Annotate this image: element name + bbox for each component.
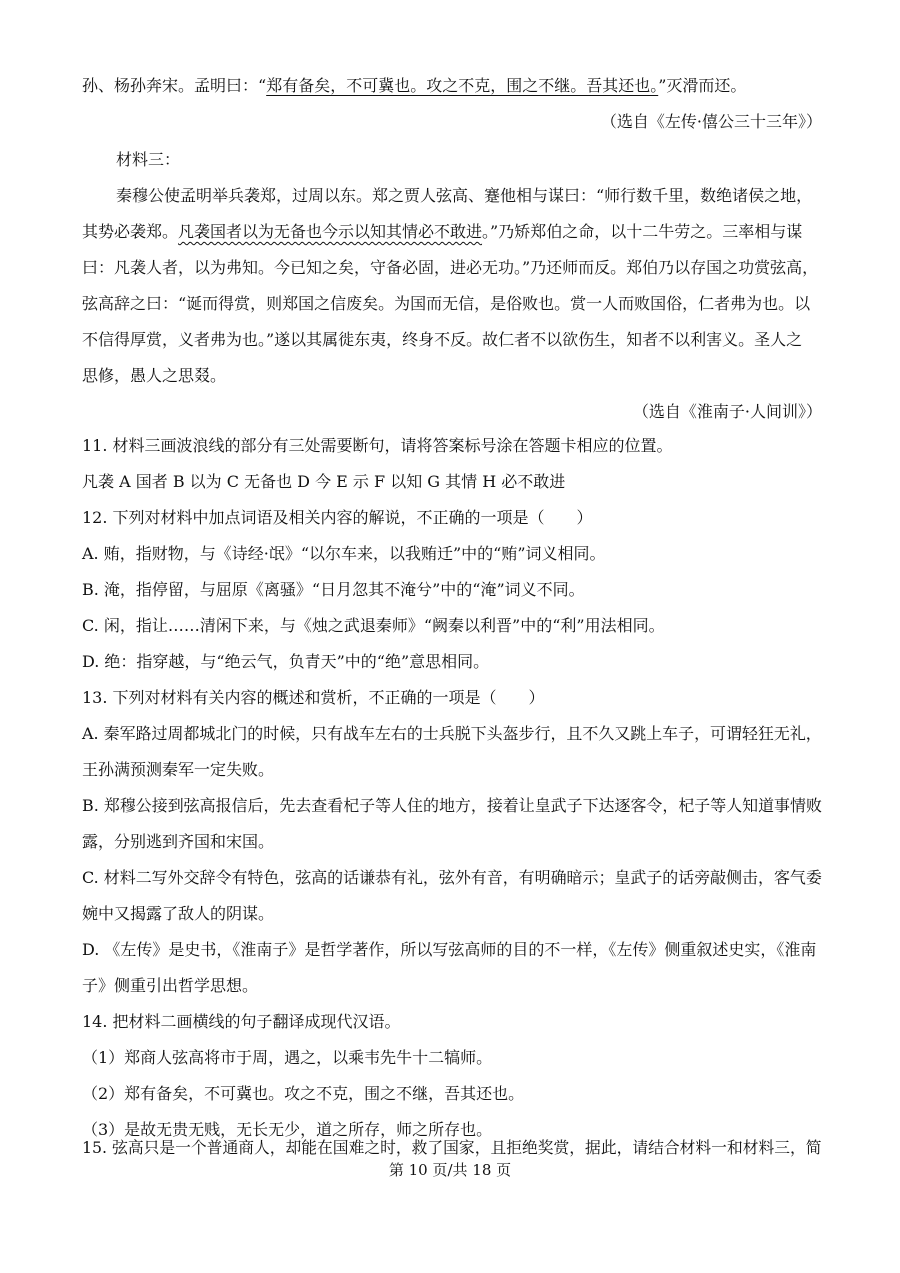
material3-source: （选自《淮南子·人间训》） xyxy=(632,402,822,421)
text: 其势必袭郑。 xyxy=(82,222,179,241)
material2-source: （选自《左传·僖公三十三年》） xyxy=(600,112,822,131)
material3-line-6: 思修，愚人之思叕。 xyxy=(82,366,227,385)
q14-sentence-3: （3）是故无贵无贱，无长无少，道之所存，师之所存也。 xyxy=(82,1120,493,1139)
material3-line-2 xyxy=(82,220,802,244)
material2-last-line xyxy=(82,74,746,98)
underlined-sentence: 郑有备矣，不可冀也。攻之不克，围之不继。吾其还也。 xyxy=(266,76,659,95)
material3-line-3: 曰：凡袭人者，以为弗知。今已知之矣，守备必固，进必无功。”乃还师而反。郑伯乃以存国之功赏弦高， xyxy=(82,258,819,277)
text: 孙、杨孙奔宋。孟明曰：“ xyxy=(82,76,267,95)
page-footer: 第 10 页/共 18 页 xyxy=(388,1161,512,1179)
q14-sentence-2: （2）郑有备矣，不可冀也。攻之不克，围之不继，吾其还也。 xyxy=(82,1084,525,1103)
q13-option-a-line1: A. 秦军路过周都城北门的时候，只有战车左右的士兵脱下头盔步行，且不久又跳上车子，可谓轻狂无礼， xyxy=(82,724,822,743)
q15-stem: 15. 弦高只是一个普通商人，却能在国难之时，救了国家，且拒绝奖赏，据此，请结合材料一和材料三，简 xyxy=(82,1138,822,1157)
q12-stem: 12. 下列对材料中加点词语及相关内容的解说，不正确的一项是（ ） xyxy=(82,508,593,527)
wavy-underlined-sentence: 凡袭国者以为无备也今示以知其情必不敢进 xyxy=(178,222,483,241)
q12-option-a: A. 贿，指财物，与《诗经·氓》“以尔车来，以我贿迁”中的“贿”词义相同。 xyxy=(82,544,606,563)
q13-option-d-line1: D. 《左传》是史书，《淮南子》是哲学著作，所以写弦高师的目的不一样，《左传》侧重叙述史实，《淮南 xyxy=(82,940,817,959)
q13-option-b-line1: B. 郑穆公接到弦高报信后，先去查看杞子等人住的地方，接着让皇武子下达逐客令，杞子等人知道事情败 xyxy=(82,796,822,815)
material3-line-5: 不信得厚赏，义者弗为也。”遂以其属徙东夷，终身不反。故仁者不以欲伤生，知者不以利害义。圣人之 xyxy=(82,330,803,349)
material3-line-4: 弦高辞之曰：“诞而得赏，则郑国之信废矣。为国而无信，是俗败也。赏一人而败国俗，仁者弗为也。以 xyxy=(82,294,811,313)
q11-stem: 11. 材料三画波浪线的部分有三处需要断句，请将答案标号涂在答题卡相应的位置。 xyxy=(82,436,673,455)
q12-option-b: B. 淹，指停留，与屈原《离骚》“日月忽其不淹兮”中的“淹”词义不同。 xyxy=(82,580,585,599)
q13-option-d-line2: 子》侧重引出哲学思想。 xyxy=(82,976,259,995)
q12-option-c: C. 闲，指让……清闲下来，与《烛之武退秦师》“阙秦以利晋”中的“利”用法相同。 xyxy=(82,616,665,635)
q13-option-a-line2: 王孙满预测秦军一定失败。 xyxy=(82,760,275,779)
material3-heading: 材料三： xyxy=(116,150,181,169)
q13-stem: 13. 下列对材料有关内容的概述和赏析，不正确的一项是（ ） xyxy=(82,688,545,707)
material3-line-1: 秦穆公使孟明举兵袭郑，过周以东。郑之贾人弦高、蹇他相与谋曰：“师行数千里，数绝诸侯之地， xyxy=(116,186,813,205)
q12-option-d: D. 绝：指穿越，与“绝云气，负青天”中的“绝”意思相同。 xyxy=(82,652,490,671)
q13-option-c-line2: 婉中又揭露了敌人的阴谋。 xyxy=(82,904,275,923)
text: ”灭滑而还。 xyxy=(658,76,747,95)
q11-options: 凡袭 A 国者 B 以为 C 无备也 D 今 E 示 F 以知 G 其情 H 必不敢进 xyxy=(82,472,566,491)
q14-sentence-1: （1）郑商人弦高将市于周，遇之，以乘韦先牛十二犒师。 xyxy=(82,1048,493,1067)
text: 。”乃矫郑伯之命，以十二牛劳之。三率相与谋 xyxy=(482,222,803,241)
q14-stem: 14. 把材料二画横线的句子翻译成现代汉语。 xyxy=(82,1012,401,1031)
q13-option-b-line2: 露，分别逃到齐国和宋国。 xyxy=(82,832,275,851)
q13-option-c-line1: C. 材料二写外交辞令有特色，弦高的话谦恭有礼，弦外有音，有明确暗示；皇武子的话旁敲侧击，客气委 xyxy=(82,868,822,887)
